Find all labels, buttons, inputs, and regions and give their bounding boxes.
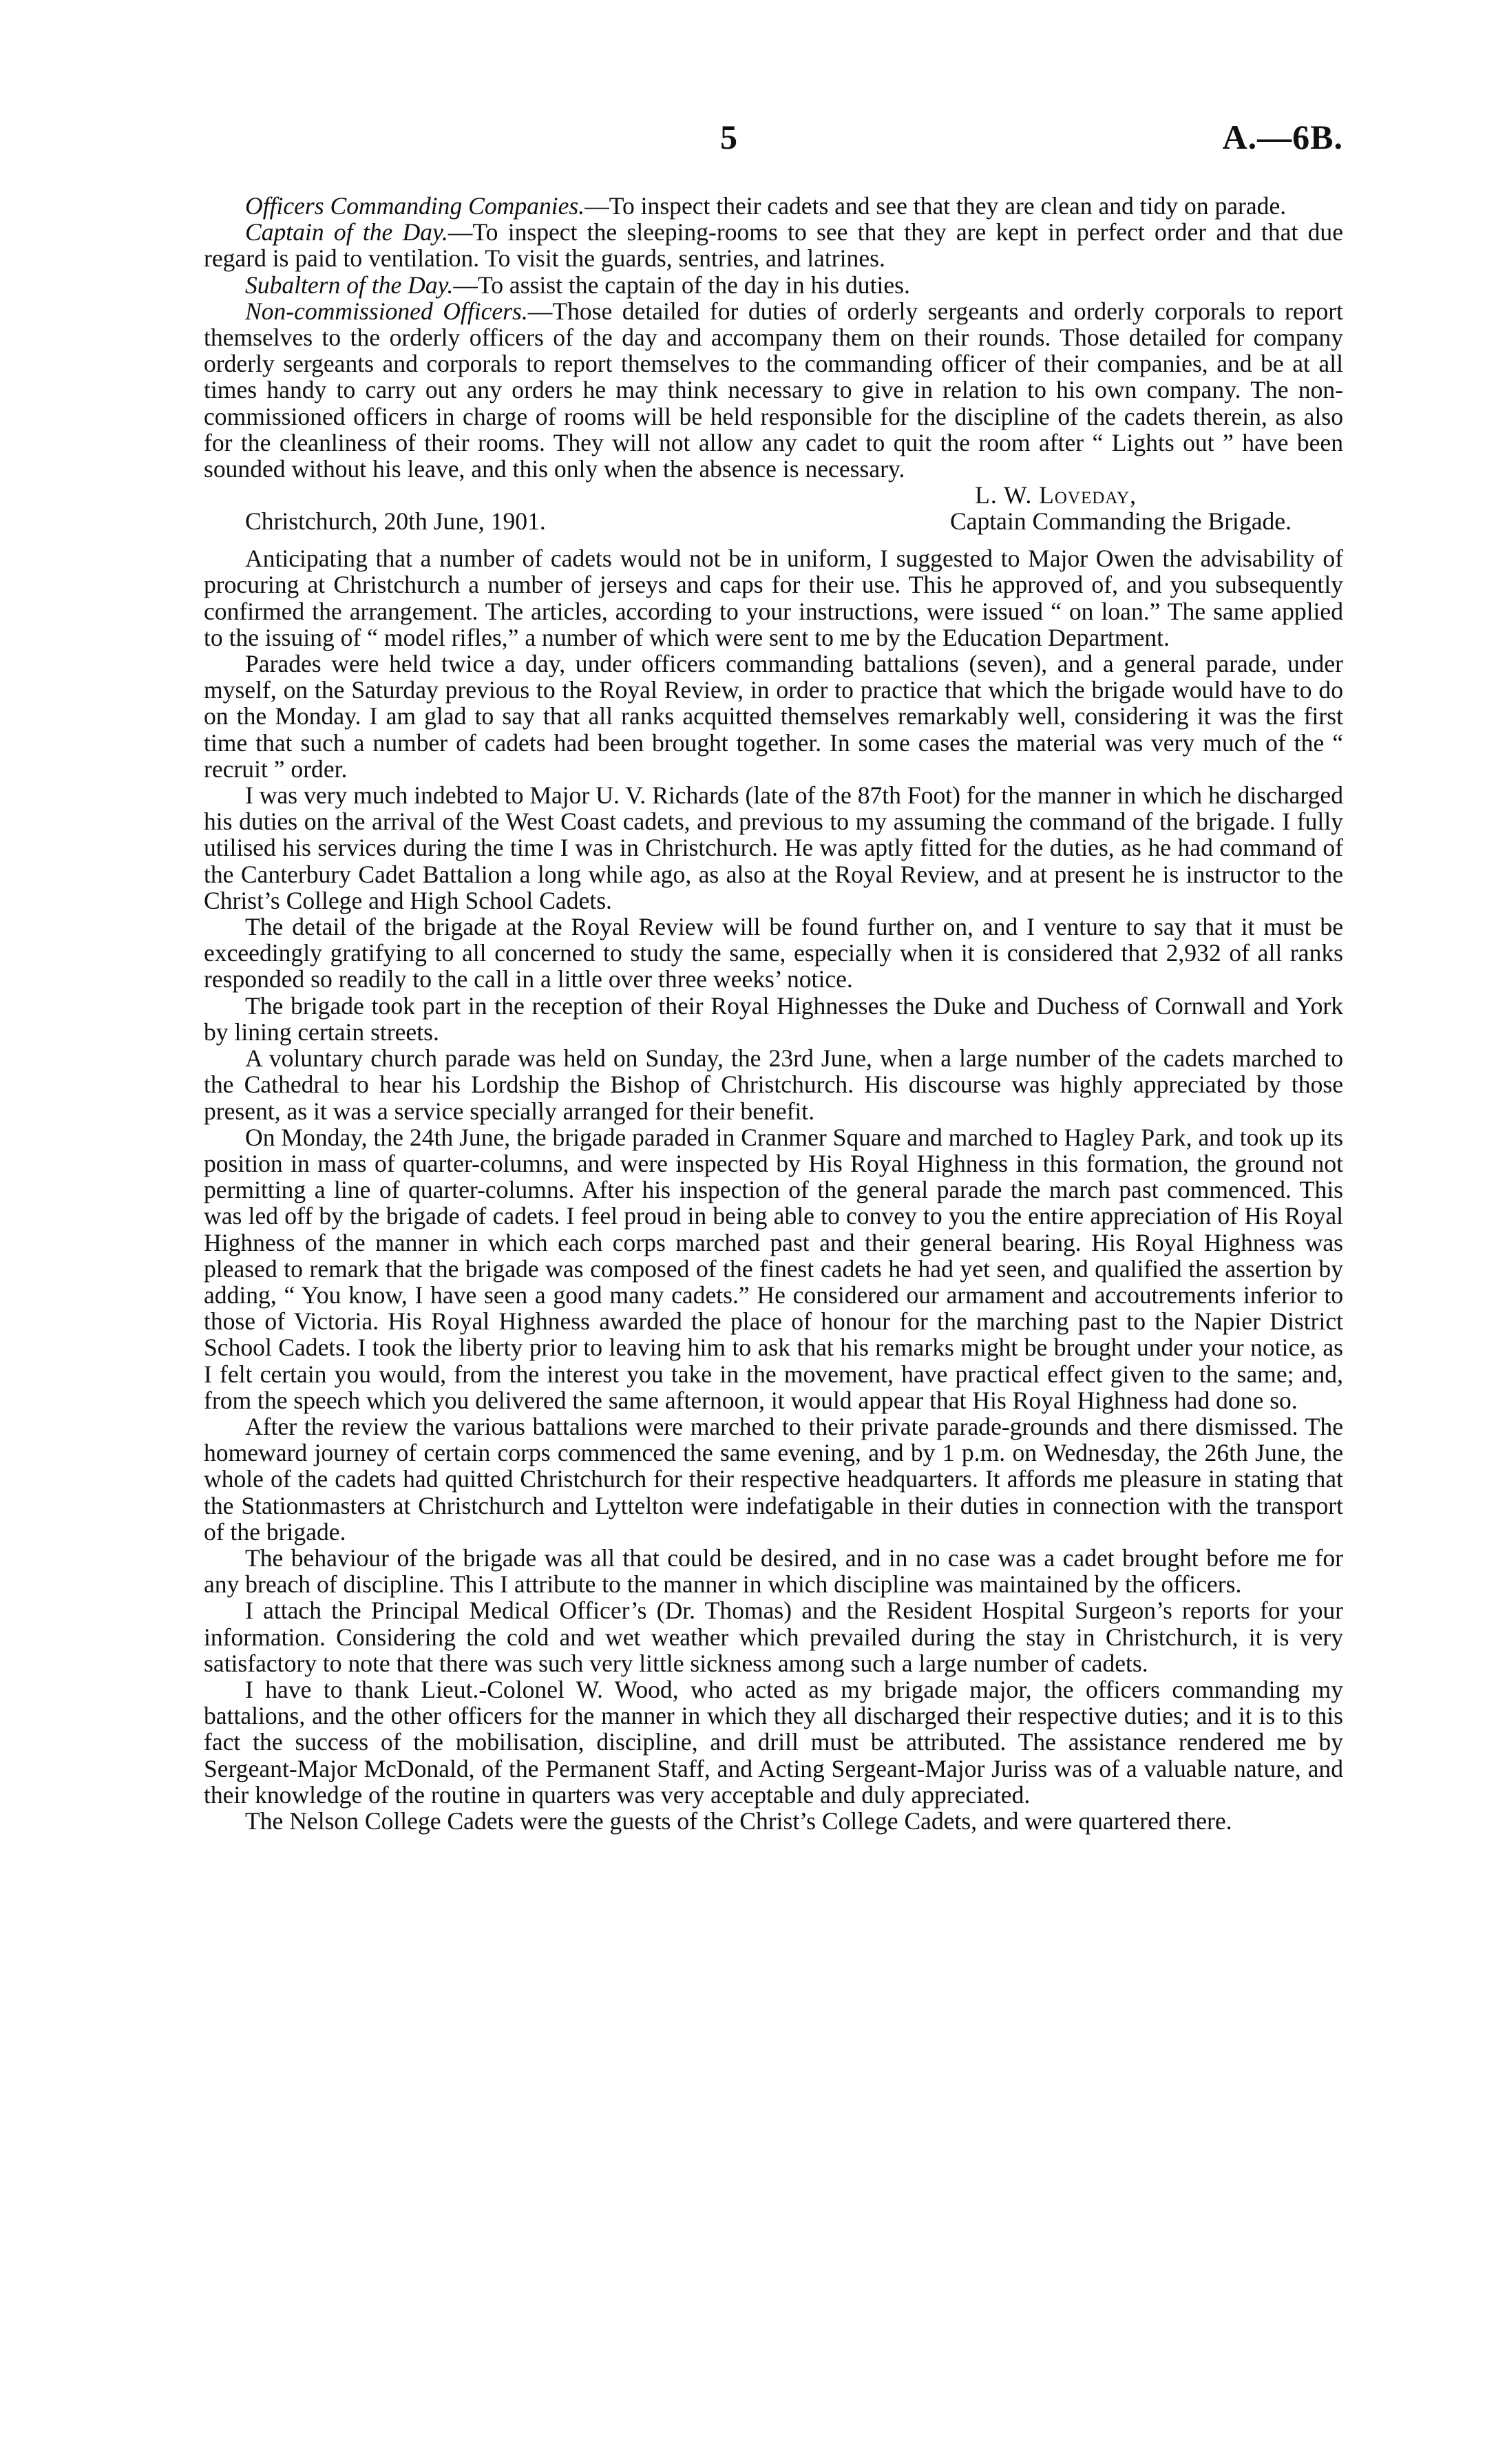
section-gap (204, 534, 1343, 545)
signatory-name: L. W. Loveday, (975, 481, 1137, 509)
order-text: —To inspect their cadets and see that they are clean and tidy on parade. (584, 192, 1287, 220)
order-role: Non-commissioned Officers. (245, 297, 528, 325)
report-paragraph: I was very much indebted to Major U. V. Richards (late of the 87th Foot) for the manner in which he discharged his duties on the arrival of the West Coast cadets, and previous to my assuming the command of the brigade. I fully utilised his services during the time I was in Christchurch. He was aptly fitted for the duties, as he had command of the Canterbury Cadet Battalion a long while ago, as also at the Royal Review, and at present he is instructor to the Christ’s College and High School Cadets. (204, 781, 1343, 914)
report-paragraph: The detail of the brigade at the Royal Review will be found further on, and I venture to say that it must be exceedingly gratifying to all concerned to study the same, especially when it is considered that 2,932 of all ranks responded so readily to the call in a little over three weeks’ notice. (204, 913, 1343, 993)
order-text: —To inspect the sleeping-rooms to see that they are kept in perfect order and that due regard is paid to ventilation. To visit the guards, sentries, and latrines. (204, 218, 1344, 273)
order-text: —Those detailed for duties of orderly sergeants and orderly corporals to report themselves to the orderly officers of the day and accompany them on their rounds. Those detailed for company orderly sergeants and corporals to report themselves to the commanding officer of their companies, and be at all times handy to carry out any orders he may think necessary to give in relation to his own company. The non-commissioned officers in charge of rooms will be held responsible for the discipline of the cadets therein, as also for the cleanliness of their rooms. They will not allow any cadet to quit the room after “ Lights out ” have been sounded without his leave, and this only when the absence is necessary. (204, 297, 1343, 483)
report-paragraph: After the review the various battalions were marched to their private parade-grounds and there dismissed. The homeward journey of certain corps commenced the same evening, and by 1 p.m. on Wednesday, the 26th June, the whole of the cadets had quitted Christchurch for their respective headquarters. It affords me pleasure in stating that the Stationmasters at Christchurch and Lyttelton were indefatigable in their duties in connection with the transport of the brigade. (204, 1412, 1343, 1546)
report-paragraph: I have to thank Lieut.-Colonel W. Wood, who acted as my brigade major, the officers commanding my battalions, and the other officers for the manner in which they all discharged their respective duties; and it is to this fact the success of the mobilisation, discipline, and drill must be attributed. The assistance rendered me by Sergeant-Major McDonald, of the Permanent Staff, and Acting Sergeant-Major Juriss was of a valuable nature, and their knowledge of the routine in quarters was very acceptable and duly appreciated. (204, 1675, 1343, 1809)
report-paragraph: The brigade took part in the reception of their Royal Highnesses the Duke and Duchess of Cornwall and York by lining certain streets. (204, 991, 1343, 1046)
report-paragraph: I attach the Principal Medical Officer’s (Dr. Thomas) and the Resident Hospital Surgeon’s reports for your information. Considering the cold and wet weather which prevailed during the stay in Christchurch, it is very satisfactory to note that there was such very little sickness among such a large number of cadets. (204, 1597, 1343, 1677)
order-role: Captain of the Day. (245, 218, 448, 246)
order-paragraph (204, 272, 1343, 298)
order-role: Subaltern of the Day. (245, 271, 454, 299)
report-paragraph: The behaviour of the brigade was all that could be desired, and in no case was a cadet brought before me for any breach of discipline. This I attribute to the manner in which discipline was maintained by the officers. (204, 1544, 1343, 1599)
document-body (204, 193, 1343, 1834)
report-paragraph: Anticipating that a number of cadets would not be in uniform, I suggested to Major Owen the advisability of procuring at Christchurch a number of jerseys and caps for their use. This he approved of, and you subsequently confirmed the arrangement. The articles, according to your instructions, were issued “ on loan.” The same applied to the issuing of “ model rifles,” a number of which were sent to me by the Education Department. (204, 545, 1343, 651)
report-paragraph: The Nelson College Cadets were the guests of the Christ’s College Cadets, and were quartered there. (245, 1807, 1232, 1835)
page-number: 5 (720, 118, 737, 156)
report-paragraph: Parades were held twice a day, under officers commanding battalions (seven), and a general parade, under myself, on the Saturday previous to the Royal Review, in order to practice that which the brigade would have to do on the Monday. I am glad to say that all ranks acquitted themselves remarkably well, considering it was the first time that such a number of cadets had been brought together. In some cases the material was very much of the “ recruit ” order. (204, 650, 1343, 783)
signature-block (204, 482, 1343, 534)
report-paragraph: On Monday, the 24th June, the brigade paraded in Cranmer Square and marched to Hagley Park, and took up its position in mass of quarter-columns, and were inspected by His Royal Highness in this formation, the ground not permitting a line of quarter-columns. After his inspection of the general parade the march past commenced. This was led off by the brigade of cadets. I feel proud in being able to convey to you the entire appreciation of His Royal Highness of the manner in which each corps marched past and their general bearing. His Royal Highness was pleased to remark that the brigade was composed of the finest cadets he had yet seen, and qualified the assertion by adding, “ You know, I have seen a good many cadets.” He considered our armament and accoutrements inferior to those of Victoria. His Royal Highness awarded the place of honour for the marching past to the Napier District School Cadets. I took the liberty prior to leaving him to ask that his remarks might be brought under your notice, as I felt certain you would, from the interest you take in the movement, have practical effect given to the same; and, from the speech which you delivered the same afternoon, it would appear that His Royal Highness had done so. (204, 1123, 1343, 1414)
page-header (204, 117, 1343, 165)
order-paragraph (204, 193, 1343, 219)
signatory-title: Captain Commanding the Brigade. (949, 507, 1292, 536)
order-paragraph (204, 298, 1343, 482)
report-paragraph: A voluntary church parade was held on Sunday, the 23rd June, when a large number of the cadets marched to the Cathedral to hear his Lordship the Bishop of Christchurch. His discourse was highly appreciated by those present, as it was a service specially arranged for their benefit. (204, 1044, 1343, 1125)
signature-place-date: Christchurch, 20th June, 1901. (245, 507, 546, 536)
order-role: Officers Commanding Companies. (245, 192, 585, 220)
page-reference: A.—6B. (1222, 118, 1343, 156)
order-text: —To assist the captain of the day in his duties. (453, 271, 910, 299)
order-paragraph (204, 219, 1343, 271)
